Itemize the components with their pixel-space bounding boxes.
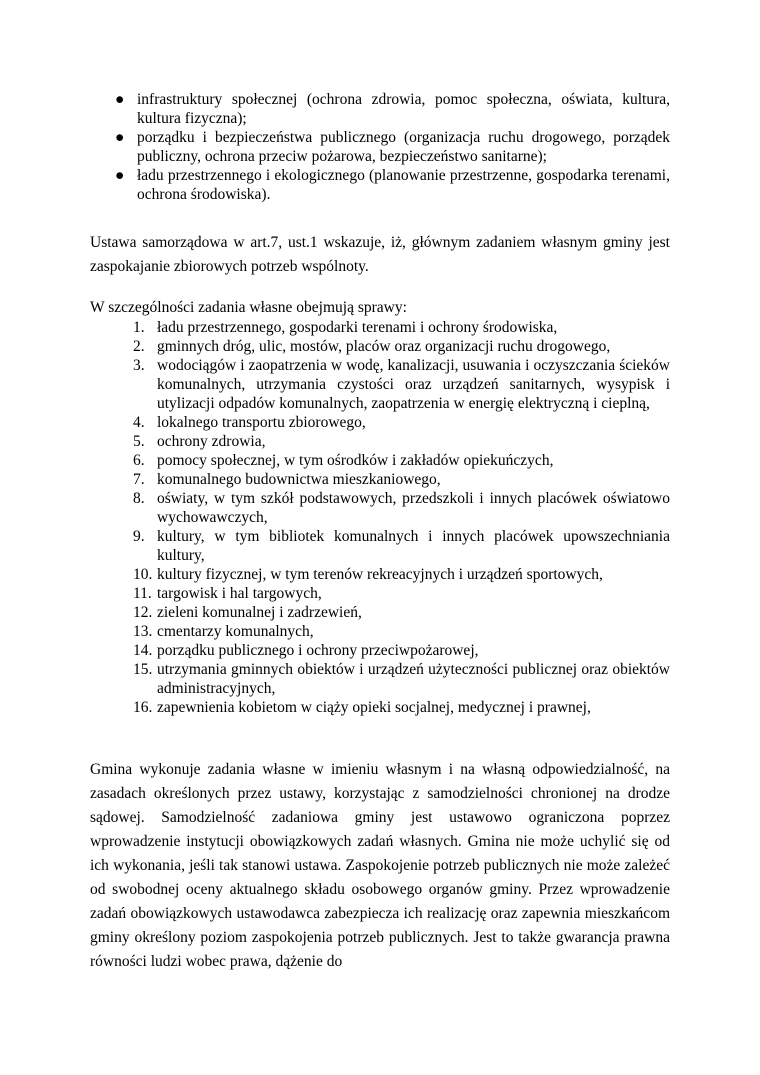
paragraph-statute: Ustawa samorządowa w art.7, ust.1 wskazuje, iż, głównym zadaniem własnym gminy jest zaspokajanie zbiorowych potrzeb wspólnoty. [90, 234, 670, 275]
item-text: zapewnienia kobietom w ciąży opieki socjalnej, medycznej i prawnej, [157, 699, 591, 716]
item-number: 4. [133, 414, 145, 431]
list-item [0, 128, 670, 166]
item-text: oświaty, w tym szkół podstawowych, przedszkoli i innych placówek oświatowo wychowawczych, [157, 490, 670, 526]
item-text: utrzymania gminnych obiektów i urządzeń użyteczności publicznej oraz obiektów administracyjnych, [157, 661, 670, 697]
list-item [0, 470, 670, 489]
list-item [0, 90, 670, 128]
item-text: cmentarzy komunalnych, [157, 623, 314, 640]
list-item [0, 432, 670, 451]
item-text: ochrony zdrowia, [157, 433, 266, 450]
item-number: 12. [133, 604, 153, 621]
paragraph-intro-list: W szczególności zadania własne obejmują sprawy: [90, 299, 407, 316]
paragraph-body: Gmina wykonuje zadania własne w imieniu własnym i na własną odpowiedzialność, na zasadach określonych przez ustawy, korzystając z samodzielności chronionej na drodze sądowej. Samodzielność zadaniowa gminy jest ustawowo ograniczona poprzez wprowadzenie instytucji obowiązkowych zadań własnych. Gmina nie może uchylić się od ich wykonania, jeśli tak stanowi ustawa. Zaspokojenie potrzeb publicznych nie może zależeć od swobodnej oceny aktualnego składu osobowego organów gminy. Przez wprowadzenie zadań obowiązkowych ustawodawca zabezpiecza ich realizację oraz zapewnia mieszkańcom gminy określony poziom zaspokojenia potrzeb publicznych. Jest to także gwarancja prawna równości ludzi wobec prawa, dążenie do [90, 761, 670, 970]
list-item [0, 527, 670, 565]
bullet-text: infrastruktury społecznej (ochrona zdrowia, pomoc społeczna, oświata, kultura, kultura fizyczna); [137, 91, 670, 127]
list-item [0, 603, 670, 622]
list-item [0, 660, 670, 698]
item-number: 1. [133, 319, 145, 336]
item-text: targowisk i hal targowych, [157, 585, 322, 602]
item-text: komunalnego budownictwa mieszkaniowego, [157, 471, 441, 488]
list-item [0, 337, 670, 356]
item-number: 14. [133, 642, 153, 659]
item-number: 9. [133, 528, 145, 545]
item-number: 3. [133, 357, 145, 374]
item-number: 5. [133, 433, 145, 450]
item-text: wodociągów i zaopatrzenia w wodę, kanalizacji, usuwania i oczyszczania ścieków komunalnych, utrzymania czystości oraz urządzeń sanitarnych, wysypisk i utylizacji odpadów komunalnych, zaopatrzenia w energię elektryczną i cieplną, [157, 357, 670, 412]
item-text: zieleni komunalnej i zadrzewień, [157, 604, 362, 621]
list-item [0, 489, 670, 527]
list-item [0, 584, 670, 603]
item-number: 13. [133, 623, 153, 640]
item-number: 6. [133, 452, 145, 469]
item-number: 7. [133, 471, 145, 488]
item-text: lokalnego transportu zbiorowego, [157, 414, 366, 431]
list-item [0, 166, 670, 204]
bullet-text: porządku i bezpieczeństwa publicznego (organizacja ruchu drogowego, porządek publiczny, ochrona przeciw pożarowa, bezpieczeństwo sanitarne); [137, 129, 670, 165]
bullet-icon: ● [115, 91, 125, 108]
item-text: gminnych dróg, ulic, mostów, placów oraz organizacji ruchu drogowego, [157, 338, 611, 355]
list-item [0, 413, 670, 432]
list-item [0, 451, 670, 470]
item-text: porządku publicznego i ochrony przeciwpożarowej, [157, 642, 479, 659]
item-number: 2. [133, 338, 145, 355]
list-item [0, 698, 670, 717]
list-item [0, 318, 670, 337]
list-item [0, 641, 670, 660]
list-item [0, 356, 670, 413]
item-number: 10. [133, 566, 153, 583]
item-text: ładu przestrzennego, gospodarki terenami i ochrony środowiska, [157, 319, 558, 336]
item-number: 8. [133, 490, 145, 507]
item-text: kultury, w tym bibliotek komunalnych i innych placówek upowszechniania kultury, [157, 528, 670, 564]
item-number: 11. [133, 585, 152, 602]
list-item [0, 622, 670, 641]
numbered-list [0, 318, 760, 717]
bullet-icon: ● [115, 129, 125, 146]
list-item [0, 565, 670, 584]
bullet-list [0, 90, 760, 204]
item-number: 15. [133, 661, 153, 678]
item-text: kultury fizycznej, w tym terenów rekreacyjnych i urządzeń sportowych, [157, 566, 603, 583]
item-text: pomocy społecznej, w tym ośrodków i zakładów opiekuńczych, [157, 452, 554, 469]
bullet-text: ładu przestrzennego i ekologicznego (planowanie przestrzenne, gospodarka terenami, ochrona środowiska). [137, 167, 670, 203]
item-number: 16. [133, 699, 153, 716]
bullet-icon: ● [115, 167, 125, 184]
